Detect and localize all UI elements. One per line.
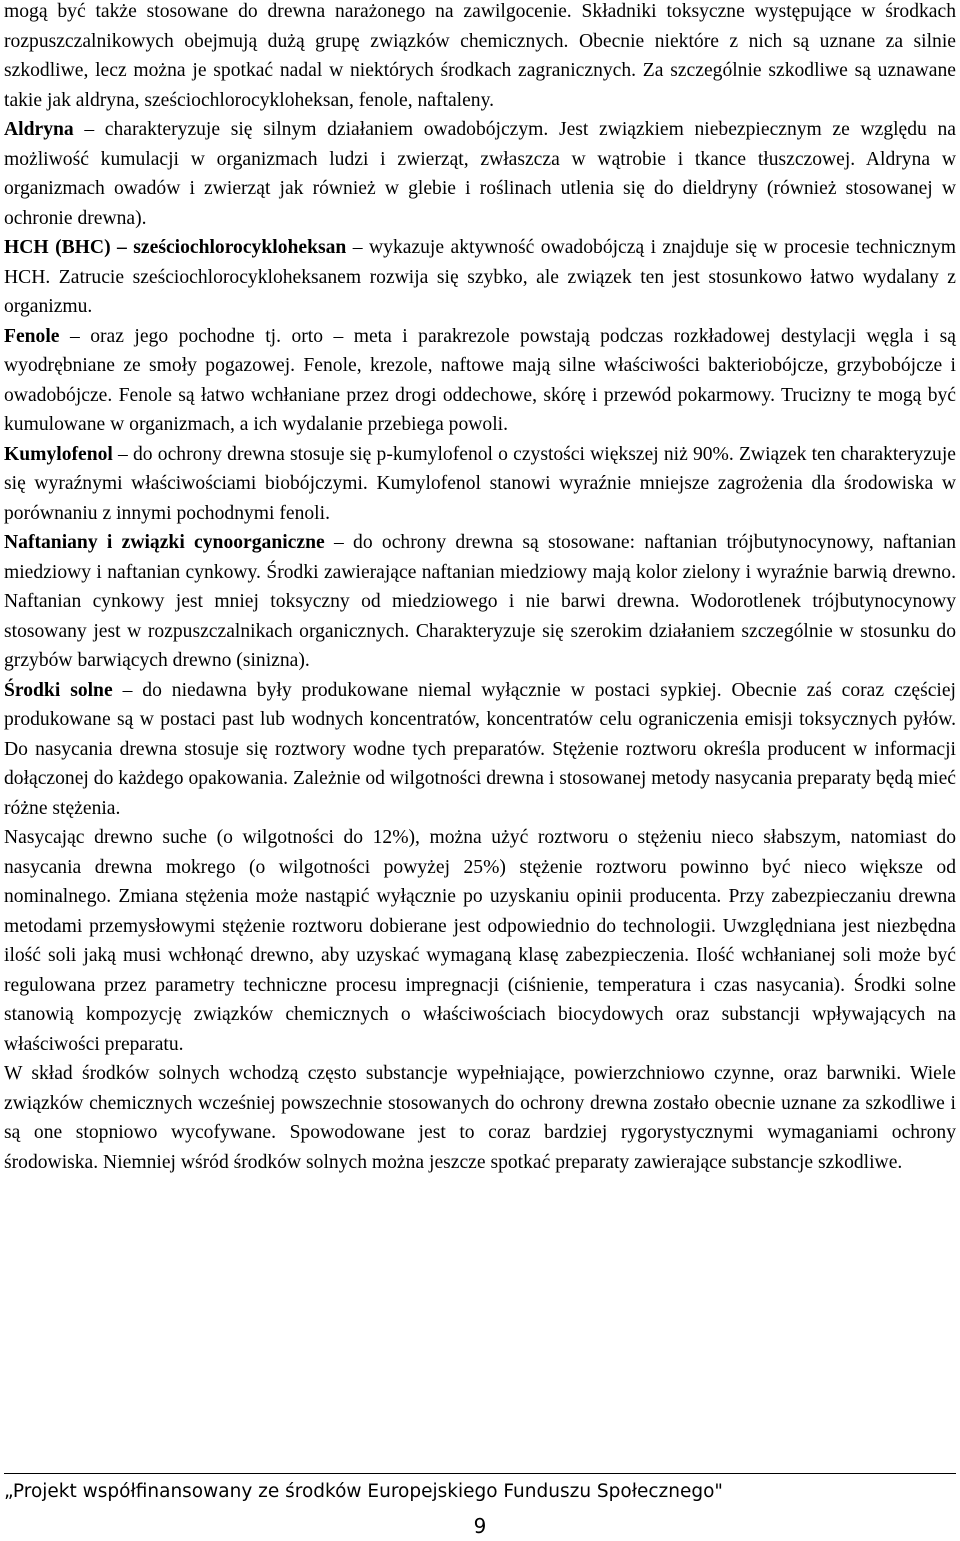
paragraph-text: – do niedawna były produkowane niemal wyłącznie w postaci sypkiej. Obecnie zaś coraz częściej produkowane są w postaci past lub wodnych koncentratów, koncentratów celu ograniczenia emisji toksycznych pyłów. Do nasycania drewna stosuje się roztwory wodne tych preparatów. Stężenie roztworu określa producent w informacji dołączonej do każdego opakowania. Zależnie od wilgotności drewna i stosowanej metody nasycania preparaty będą mieć różne stężenia. [4,679,956,819]
paragraph-srodki-solne [4,676,956,824]
paragraph-text: Nasycając drewno suche (o wilgotności do 12%), można użyć roztworu o stężeniu nieco słabszym, natomiast do nasycania drewna mokrego (o wilgotności powyżej 25%) stężenie roztworu powinno być nieco większe od nominalnego. Zmiana stężenia może nastąpić wyłącznie po uzyskaniu opinii producenta. Przy zabezpieczaniu drewna metodami przemysłowymi stężenie roztworu dobierane jest odpowiednio do technologii. Uwzględniana jest niezbędna ilość soli jaką musi wchłonąć drewno, aby uzyskać wymaganą klasę zabezpieczenia. Ilość wchłanianej soli może być regulowana przez parametry techniczne procesu impregnacji (ciśnienie, temperatura i czas nasycania). Środki solne stanowią kompozycję związków chemicznych o właściwościach biocydowych oraz substancji wpływających na właściwości preparatu. [4,827,956,1055]
paragraph-text: – charakteryzuje się silnym działaniem owadobójczym. Jest związkiem niebezpiecznym ze względu na możliwość kumulacji w organizmach ludzi i zwierząt, zwłaszcza w wątrobie i tkance tłuszczowej. Aldryna w organizmach owadów i zwierząt jak również w glebie i roślinach utlenia się do dieldryny (również stosowanej w ochronie drewna). [4,119,956,229]
term-kumylofenol: Kumylofenol [4,443,113,465]
paragraph-sklad [4,1059,956,1177]
paragraph-text: – wykazuje aktywność owadobójczą i znajduje się w procesie technicznym HCH. Zatrucie sześciochlorocykloheksanem rozwija się szybko, ale związek ten jest stosunkowo łatwo wydalany z organizmu. [4,237,956,317]
paragraph-intro [4,0,956,115]
paragraph-kumylofenol [4,440,956,529]
page-number: 9 [473,1514,487,1538]
paragraph-text: – do ochrony drewna stosuje się p-kumylofenol o czystości większej niż 90%. Związek ten charakteryzuje się wyraźnymi właściwościami biobójczymi. Kumylofenol stanowi wyraźnie mniejsze zagrożenia dla środowiska w porównaniu z innymi pochodnymi fenoli. [4,443,956,524]
term-hch: HCH (BHC) – sześciochlorocykloheksan [4,237,347,258]
footer-divider [4,1473,956,1474]
footer-project-note: „Projekt współfinansowany ze środków Europejskiego Funduszu Społecznego" [4,1481,723,1502]
paragraph-aldryna [4,115,956,233]
term-fenole: Fenole [4,325,60,347]
paragraph-text: – oraz jego pochodne tj. orto – meta i parakrezole powstają podczas rozkładowej destylacji węgla i są wyodrębniane ze smoły pogazowej. Fenole, krezole, naftowe mają silne właściwości bakteriobójcze, grzybobójcze i owadobójcze. Fenole są łatwo wchłaniane przez drogi oddechowe, skórę i przewód pokarmowy. Trucizny te mogą być kumulowane w organizmach, a ich wydalanie przebiega powoli. [4,325,956,435]
paragraph-fenole [4,322,956,440]
document-body [4,0,956,1177]
paragraph-text: W skład środków solnych wchodzą często substancje wypełniające, powierzchniowo czynne, oraz barwniki. Wiele związków chemicznych wcześniej powszechnie stosowanych do ochrony drewna zostało obecnie uznane za szkodliwe i są one stopniowo wycofywane. Spowodowane jest to coraz bardziej rygorystycznymi wymaganiami ochrony środowiska. Niemniej wśród środków solnych można jeszcze spotkać preparaty zawierające substancje szkodliwe. [4,1063,956,1173]
term-srodki-solne: Środki solne [4,679,113,701]
paragraph-hch [4,233,956,322]
paragraph-nasycanie [4,823,956,1059]
term-aldryna: Aldryna [4,119,74,140]
paragraph-naftaniany [4,528,956,676]
paragraph-text: – do ochrony drewna są stosowane: naftanian trójbutynocynowy, naftanian miedziowy i naftanian cynkowy. Środki zawierające naftanian miedziowy mają kolor zielony i wyraźnie barwią drewno. Naftanian cynkowy jest mniej toksyczny od miedziowego i nie barwi drewna. Wodorotlenek trójbutynocynowy stosowany jest w rozpuszczalnikach organicznych. Charakteryzuje się szerokim działaniem szczególnie w stosunku do grzybów barwiących drewno (sinizna). [4,532,956,671]
paragraph-text: mogą być także stosowane do drewna narażonego na zawilgocenie. Składniki toksyczne występujące w środkach rozpuszczalnikowych obejmują dużą grupę związków chemicznych. Obecnie niektóre z nich są uznane za silnie szkodliwe, lecz można je spotkać nadal w niektórych środkach zagranicznych. Za szczególnie szkodliwe są uznawane takie jak aldryna, sześciochlorocykloheksan, fenole, naftaleny. [4,1,956,111]
term-naftaniany: Naftaniany i związki cynoorganiczne [4,532,325,553]
